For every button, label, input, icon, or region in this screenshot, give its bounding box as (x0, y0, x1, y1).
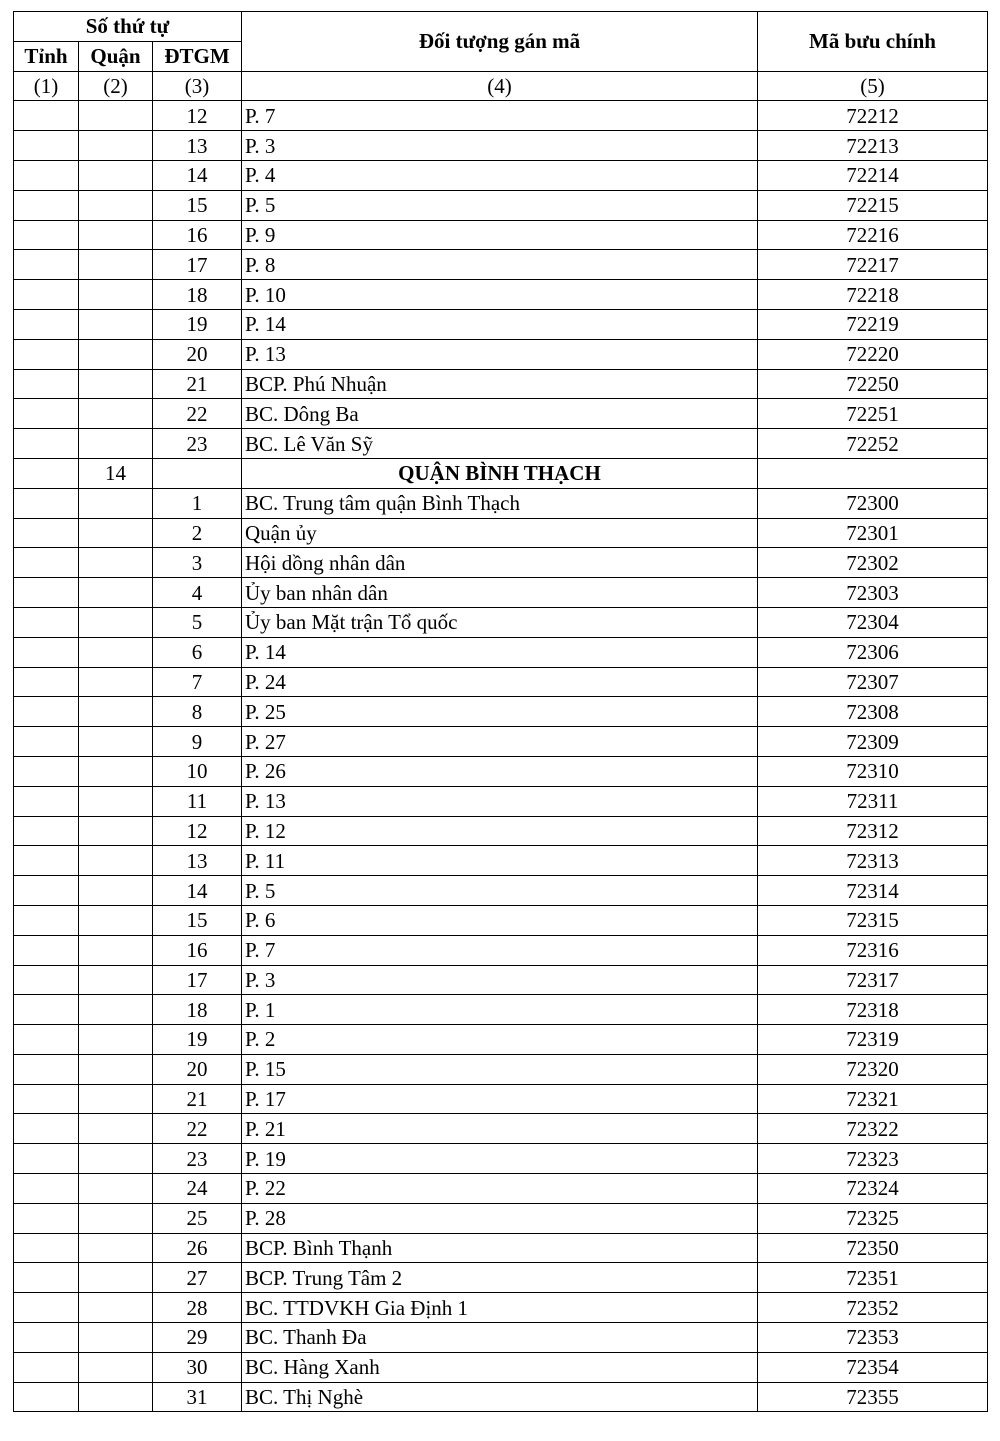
cell-postal-code: 72311 (758, 786, 988, 816)
cell-dtgm: 21 (153, 369, 242, 399)
cell-quan (79, 1233, 153, 1263)
table-row (14, 548, 988, 578)
table-row (14, 1352, 988, 1382)
cell-postal-code: 72250 (758, 369, 988, 399)
cell-tinh (14, 727, 79, 757)
table-row (14, 399, 988, 429)
cell-dtgm: 26 (153, 1233, 242, 1263)
district-row (14, 458, 988, 488)
table-row (14, 1174, 988, 1204)
cell-postal-code: 72309 (758, 727, 988, 757)
cell-postal-code: 72304 (758, 607, 988, 637)
cell-dtgm: 16 (153, 935, 242, 965)
header-group-label: Số thứ tự (14, 12, 242, 42)
table-row (14, 1323, 988, 1353)
cell-quan (79, 607, 153, 637)
cell-quan (79, 1084, 153, 1114)
cell-postal-code: 72303 (758, 578, 988, 608)
table-row (14, 160, 988, 190)
cell-dtgm: 18 (153, 995, 242, 1025)
cell-postal-code: 72354 (758, 1352, 988, 1382)
cell-dtgm: 3 (153, 548, 242, 578)
cell-dtgm: 15 (153, 190, 242, 220)
cell-dtgm: 18 (153, 280, 242, 310)
cell-postal-code: 72301 (758, 518, 988, 548)
table-row (14, 1114, 988, 1144)
header-num-2: (2) (79, 71, 153, 101)
cell-tinh (14, 1352, 79, 1382)
cell-postal-code: 72302 (758, 548, 988, 578)
cell-tinh (14, 1114, 79, 1144)
cell-quan (79, 220, 153, 250)
cell-postal-code: 72215 (758, 190, 988, 220)
cell-object-name: P. 5 (242, 190, 758, 220)
cell-object-name: P. 5 (242, 876, 758, 906)
table-row (14, 190, 988, 220)
table-row (14, 1203, 988, 1233)
cell-dtgm: 31 (153, 1382, 242, 1412)
cell-tinh (14, 250, 79, 280)
cell-tinh (14, 1025, 79, 1055)
cell-object-name: P. 12 (242, 816, 758, 846)
cell-tinh (14, 935, 79, 965)
cell-object-name: P. 7 (242, 935, 758, 965)
cell-tinh (14, 697, 79, 727)
table-row (14, 935, 988, 965)
cell-quan (79, 1293, 153, 1323)
cell-quan (79, 399, 153, 429)
cell-postal-code: 72218 (758, 280, 988, 310)
table-row (14, 846, 988, 876)
cell-quan (79, 1054, 153, 1084)
cell-object-name: BC. TTDVKH Gia Định 1 (242, 1293, 758, 1323)
cell-quan (79, 995, 153, 1025)
cell-object-name: P. 9 (242, 220, 758, 250)
cell-tinh (14, 369, 79, 399)
cell-dtgm: 5 (153, 607, 242, 637)
cell-object-name: BC. Thanh Đa (242, 1323, 758, 1353)
cell-postal-code: 72322 (758, 1114, 988, 1144)
cell-quan (79, 786, 153, 816)
cell-object-name: P. 19 (242, 1144, 758, 1174)
cell-dtgm: 14 (153, 160, 242, 190)
cell-dtgm: 16 (153, 220, 242, 250)
cell-object-name: Ủy ban Mặt trận Tổ quốc (242, 607, 758, 637)
cell-dtgm: 4 (153, 578, 242, 608)
cell-object-name: P. 14 (242, 309, 758, 339)
cell-object-name: BC. Hàng Xanh (242, 1352, 758, 1382)
cell-dtgm: 15 (153, 905, 242, 935)
cell-object-name: P. 13 (242, 339, 758, 369)
cell-object-name: BC. Thị Nghè (242, 1382, 758, 1412)
cell-tinh (14, 488, 79, 518)
cell-object-name: P. 7 (242, 101, 758, 131)
cell-postal-code: 72352 (758, 1293, 988, 1323)
table-row (14, 339, 988, 369)
cell-dtgm: 19 (153, 1025, 242, 1055)
cell-dtgm: 20 (153, 339, 242, 369)
cell-object-name: BC. Trung tâm quận Bình Thạch (242, 488, 758, 518)
cell-dtgm: 28 (153, 1293, 242, 1323)
cell-tinh (14, 101, 79, 131)
cell-quan (79, 727, 153, 757)
cell-dtgm: 11 (153, 786, 242, 816)
cell-object-name: P. 28 (242, 1203, 758, 1233)
cell-postal-code: 72251 (758, 399, 988, 429)
cell-dtgm: 8 (153, 697, 242, 727)
cell-tinh (14, 578, 79, 608)
cell-tinh (14, 1174, 79, 1204)
cell-quan (79, 1025, 153, 1055)
cell-tinh (14, 280, 79, 310)
cell-quan (79, 876, 153, 906)
cell-quan (79, 548, 153, 578)
cell-dtgm: 6 (153, 637, 242, 667)
header-postal-code: Mã bưu chính (758, 12, 988, 72)
cell-postal-code: 72318 (758, 995, 988, 1025)
table-row (14, 488, 988, 518)
cell-quan (79, 429, 153, 459)
cell-tinh (14, 220, 79, 250)
cell-postal-code: 72300 (758, 488, 988, 518)
cell-tinh (14, 876, 79, 906)
cell-dtgm: 29 (153, 1323, 242, 1353)
cell-postal-code: 72355 (758, 1382, 988, 1412)
cell-object-name: P. 17 (242, 1084, 758, 1114)
cell-postal-code: 72319 (758, 1025, 988, 1055)
cell-quan (79, 131, 153, 161)
cell-tinh (14, 1293, 79, 1323)
table-row (14, 280, 988, 310)
cell-postal-code: 72214 (758, 160, 988, 190)
cell-tinh (14, 816, 79, 846)
cell-quan (79, 339, 153, 369)
cell-tinh (14, 309, 79, 339)
cell-tinh (14, 399, 79, 429)
cell-dtgm: 20 (153, 1054, 242, 1084)
cell-tinh (14, 995, 79, 1025)
cell-tinh (14, 160, 79, 190)
cell-tinh (14, 1054, 79, 1084)
cell-object-name: BCP. Trung Tâm 2 (242, 1263, 758, 1293)
cell-postal-code (758, 458, 988, 488)
cell-object-name: P. 21 (242, 1114, 758, 1144)
cell-object-name: BC. Dông Ba (242, 399, 758, 429)
header-row-group (14, 12, 988, 42)
cell-dtgm: 13 (153, 131, 242, 161)
cell-tinh (14, 458, 79, 488)
cell-object-name: Quận ủy (242, 518, 758, 548)
cell-tinh (14, 548, 79, 578)
cell-object-name: Ủy ban nhân dân (242, 578, 758, 608)
cell-quan (79, 190, 153, 220)
cell-tinh (14, 667, 79, 697)
cell-tinh (14, 1144, 79, 1174)
cell-object-name: P. 22 (242, 1174, 758, 1204)
cell-dtgm: 22 (153, 399, 242, 429)
table-row (14, 1054, 988, 1084)
table-row (14, 995, 988, 1025)
cell-object-name: P. 3 (242, 131, 758, 161)
cell-postal-code: 72350 (758, 1233, 988, 1263)
postal-code-table (13, 11, 988, 1412)
cell-tinh (14, 518, 79, 548)
cell-postal-code: 72325 (758, 1203, 988, 1233)
cell-dtgm: 24 (153, 1174, 242, 1204)
table-row (14, 1025, 988, 1055)
cell-dtgm: 23 (153, 429, 242, 459)
cell-tinh (14, 429, 79, 459)
cell-tinh (14, 905, 79, 935)
table-row (14, 1144, 988, 1174)
cell-quan (79, 637, 153, 667)
cell-dtgm: 19 (153, 309, 242, 339)
table-row (14, 1293, 988, 1323)
cell-dtgm: 1 (153, 488, 242, 518)
cell-object-name: P. 11 (242, 846, 758, 876)
cell-postal-code: 72320 (758, 1054, 988, 1084)
cell-postal-code: 72306 (758, 637, 988, 667)
table-row (14, 816, 988, 846)
cell-tinh (14, 1382, 79, 1412)
cell-dtgm: 7 (153, 667, 242, 697)
cell-quan (79, 1263, 153, 1293)
cell-object-name: P. 25 (242, 697, 758, 727)
table-row (14, 667, 988, 697)
cell-dtgm: 21 (153, 1084, 242, 1114)
table-row (14, 309, 988, 339)
cell-dtgm: 14 (153, 876, 242, 906)
header-num-1: (1) (14, 71, 79, 101)
cell-postal-code: 72312 (758, 816, 988, 846)
table-row (14, 1233, 988, 1263)
table-row (14, 786, 988, 816)
cell-dtgm: 17 (153, 965, 242, 995)
cell-quan (79, 369, 153, 399)
header-num-4: (4) (242, 71, 758, 101)
table-row (14, 101, 988, 131)
cell-quan (79, 965, 153, 995)
table-row (14, 607, 988, 637)
cell-tinh (14, 965, 79, 995)
cell-dtgm: 27 (153, 1263, 242, 1293)
cell-tinh (14, 1233, 79, 1263)
cell-quan (79, 846, 153, 876)
cell-postal-code: 72308 (758, 697, 988, 727)
district-name: QUẬN BÌNH THẠCH (242, 458, 758, 488)
cell-quan (79, 250, 153, 280)
cell-dtgm: 12 (153, 816, 242, 846)
cell-object-name: BCP. Bình Thạnh (242, 1233, 758, 1263)
header-num-5: (5) (758, 71, 988, 101)
cell-postal-code: 72317 (758, 965, 988, 995)
table-row (14, 369, 988, 399)
table-row (14, 1263, 988, 1293)
header-tinh: Tỉnh (14, 41, 79, 71)
cell-dtgm: 22 (153, 1114, 242, 1144)
table-row (14, 727, 988, 757)
table-row (14, 131, 988, 161)
cell-postal-code: 72314 (758, 876, 988, 906)
cell-postal-code: 72323 (758, 1144, 988, 1174)
cell-quan (79, 1323, 153, 1353)
cell-postal-code: 72213 (758, 131, 988, 161)
cell-postal-code: 72212 (758, 101, 988, 131)
cell-quan (79, 160, 153, 190)
table-row (14, 905, 988, 935)
cell-object-name: P. 10 (242, 280, 758, 310)
cell-tinh (14, 1263, 79, 1293)
cell-tinh (14, 1203, 79, 1233)
table-row (14, 756, 988, 786)
table-row (14, 1084, 988, 1114)
header-dtgm: ĐTGM (153, 41, 242, 71)
cell-tinh (14, 846, 79, 876)
cell-tinh (14, 339, 79, 369)
cell-quan (79, 1382, 153, 1412)
cell-postal-code: 72315 (758, 905, 988, 935)
table-row (14, 518, 988, 548)
cell-postal-code: 72324 (758, 1174, 988, 1204)
cell-object-name: P. 15 (242, 1054, 758, 1084)
header-num-3: (3) (153, 71, 242, 101)
cell-quan (79, 905, 153, 935)
cell-object-name: Hội dồng nhân dân (242, 548, 758, 578)
cell-object-name: P. 13 (242, 786, 758, 816)
cell-quan (79, 697, 153, 727)
cell-postal-code: 72220 (758, 339, 988, 369)
table-row (14, 250, 988, 280)
header-object: Đối tượng gán mã (242, 12, 758, 72)
cell-postal-code: 72252 (758, 429, 988, 459)
table-row (14, 1382, 988, 1412)
cell-quan (79, 518, 153, 548)
cell-object-name: P. 4 (242, 160, 758, 190)
cell-dtgm: 9 (153, 727, 242, 757)
cell-tinh (14, 131, 79, 161)
header-quan: Quận (79, 41, 153, 71)
table-header (14, 12, 988, 101)
cell-postal-code: 72321 (758, 1084, 988, 1114)
cell-dtgm: 25 (153, 1203, 242, 1233)
cell-tinh (14, 190, 79, 220)
cell-postal-code: 72310 (758, 756, 988, 786)
cell-tinh (14, 637, 79, 667)
cell-postal-code: 72307 (758, 667, 988, 697)
cell-quan: 14 (79, 458, 153, 488)
cell-object-name: P. 1 (242, 995, 758, 1025)
cell-tinh (14, 1323, 79, 1353)
cell-object-name: P. 27 (242, 727, 758, 757)
cell-quan (79, 1203, 153, 1233)
cell-postal-code: 72219 (758, 309, 988, 339)
cell-quan (79, 309, 153, 339)
cell-quan (79, 1144, 153, 1174)
cell-object-name: BCP. Phú Nhuận (242, 369, 758, 399)
cell-object-name: P. 26 (242, 756, 758, 786)
table-row (14, 697, 988, 727)
cell-tinh (14, 756, 79, 786)
cell-object-name: P. 2 (242, 1025, 758, 1055)
cell-quan (79, 578, 153, 608)
cell-object-name: P. 24 (242, 667, 758, 697)
cell-postal-code: 72217 (758, 250, 988, 280)
cell-postal-code: 72216 (758, 220, 988, 250)
cell-postal-code: 72316 (758, 935, 988, 965)
cell-object-name: P. 3 (242, 965, 758, 995)
table-row (14, 220, 988, 250)
cell-quan (79, 1114, 153, 1144)
cell-dtgm: 30 (153, 1352, 242, 1382)
cell-quan (79, 1352, 153, 1382)
cell-quan (79, 935, 153, 965)
table-body (14, 101, 988, 1412)
cell-dtgm: 23 (153, 1144, 242, 1174)
cell-tinh (14, 1084, 79, 1114)
cell-object-name: P. 6 (242, 905, 758, 935)
cell-postal-code: 72351 (758, 1263, 988, 1293)
cell-quan (79, 1174, 153, 1204)
cell-quan (79, 816, 153, 846)
cell-object-name: P. 8 (242, 250, 758, 280)
cell-quan (79, 280, 153, 310)
cell-quan (79, 101, 153, 131)
table-row (14, 578, 988, 608)
table-row (14, 965, 988, 995)
header-row-numbers (14, 71, 988, 101)
cell-object-name: P. 14 (242, 637, 758, 667)
cell-dtgm: 10 (153, 756, 242, 786)
cell-quan (79, 488, 153, 518)
cell-dtgm: 13 (153, 846, 242, 876)
cell-dtgm (153, 458, 242, 488)
cell-dtgm: 2 (153, 518, 242, 548)
cell-quan (79, 667, 153, 697)
cell-tinh (14, 607, 79, 637)
cell-tinh (14, 786, 79, 816)
cell-postal-code: 72353 (758, 1323, 988, 1353)
cell-postal-code: 72313 (758, 846, 988, 876)
cell-dtgm: 17 (153, 250, 242, 280)
table-row (14, 429, 988, 459)
cell-object-name: BC. Lê Văn Sỹ (242, 429, 758, 459)
cell-quan (79, 756, 153, 786)
cell-dtgm: 12 (153, 101, 242, 131)
table-row (14, 637, 988, 667)
table-row (14, 876, 988, 906)
